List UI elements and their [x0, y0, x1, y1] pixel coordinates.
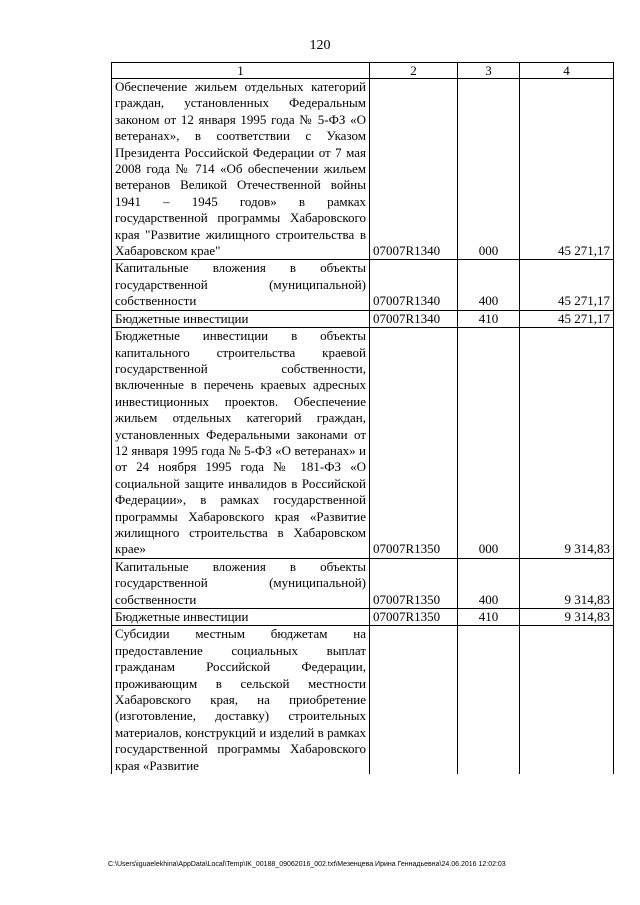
row-amount: 9 314,83: [520, 328, 614, 559]
table-row: [112, 310, 614, 327]
row-amount: [520, 626, 614, 774]
table-row: [112, 626, 614, 774]
row-amount: 9 314,83: [520, 609, 614, 626]
row-type: 000: [458, 328, 520, 559]
column-header-code: 2: [370, 63, 458, 79]
column-header-description: 1: [112, 63, 370, 79]
row-code: 07007R1340: [370, 260, 458, 310]
row-description: Бюджетные инвестиции: [112, 609, 370, 626]
page-number: 120: [309, 38, 331, 53]
row-type: 400: [458, 558, 520, 608]
row-type: 400: [458, 260, 520, 310]
column-header-amount: 4: [520, 63, 614, 79]
budget-table: [111, 62, 614, 774]
row-description: Капитальные вложения в объекты государственной (муниципальной) собственности: [112, 260, 370, 310]
row-amount: 45 271,17: [520, 79, 614, 260]
row-amount: 45 271,17: [520, 260, 614, 310]
file-path-footer: C:\Users\iguaelekhina\AppData\Local\Temp\IK_00188_09062016_002.txt\Мезенцева Ирина Геннадьевна\24.06.2016 12:02:03: [108, 861, 506, 868]
row-code: 07007R1340: [370, 310, 458, 327]
column-header-type: 3: [458, 63, 520, 79]
row-description: Субсидии местным бюджетам на предоставление социальных выплат гражданам Российской Федерации, проживающим в сельской местности Хабаровского края, на приобретение (изготовление, доставку) строительных материалов, конструкций и изделий в рамках государственной программы Хабаровского края «Развитие: [112, 626, 370, 774]
row-code: 07007R1350: [370, 558, 458, 608]
table-row: [112, 609, 614, 626]
row-type: 410: [458, 609, 520, 626]
table-row: [112, 79, 614, 260]
row-code: 07007R1350: [370, 328, 458, 559]
row-description: Бюджетные инвестиции: [112, 310, 370, 327]
row-type: 410: [458, 310, 520, 327]
table-row: [112, 558, 614, 608]
row-description: Капитальные вложения в объекты государственной (муниципальной) собственности: [112, 558, 370, 608]
row-type: [458, 626, 520, 774]
row-code: 07007R1340: [370, 79, 458, 260]
row-description: Обеспечение жильем отдельных категорий граждан, установленных Федеральным законом от 12 января 1995 года № 5-ФЗ «О ветеранах», в соответствии с Указом Президента Российской Федерации от 7 мая 2008 года № 714 «Об обеспечении жильем ветеранов Великой Отечественной войны 1941 – 1945 годов» в рамках государственной программы Хабаровского края "Развитие жилищного строительства в Хабаровском крае": [112, 79, 370, 260]
row-code: [370, 626, 458, 774]
row-description: Бюджетные инвестиции в объекты капитального строительства краевой государственной собственности, включенные в перечень краевых адресных инвестиционных проектов. Обеспечение жильем отдельных категорий граждан, установленных Федеральными законами от 12 января 1995 года № 5-ФЗ «О ветеранах» и от 24 ноября 1995 года № 181-ФЗ «О социальной защите инвалидов в Российской Федерации», в рамках государственной программы Хабаровского края «Развитие жилищного строительства в Хабаровском крае»: [112, 328, 370, 559]
table-row: [112, 328, 614, 559]
table-header-row: [112, 63, 614, 79]
row-type: 000: [458, 79, 520, 260]
row-amount: 45 271,17: [520, 310, 614, 327]
row-amount: 9 314,83: [520, 558, 614, 608]
table-row: [112, 260, 614, 310]
row-code: 07007R1350: [370, 609, 458, 626]
